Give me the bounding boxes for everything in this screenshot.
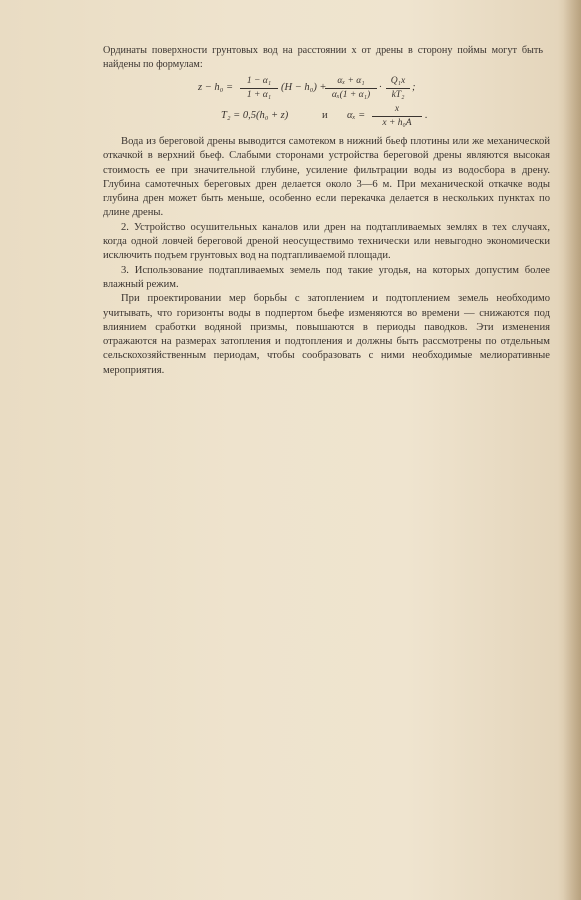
formula-2-alpha: αₓ = [347,110,366,121]
fraction-numerator: Q₁x [390,76,406,86]
fraction-bar [386,88,410,89]
formula-2-fraction [372,104,422,129]
formula-1-fraction-1 [240,76,278,101]
formula-1-fraction-3 [386,76,410,101]
fraction-denominator: 1 + α₁ [246,90,272,100]
formula-2-conjunction: и [322,110,328,121]
formula-1-lhs: z − h₀ = [198,82,234,93]
fraction-numerator: αₓ + α₁ [337,76,365,86]
page-edge-shadow [563,0,581,900]
intro-text [103,44,543,72]
fraction-bar [372,116,422,117]
fraction-bar [325,88,377,89]
fraction-bar [240,88,278,89]
formula-1-fraction-2 [325,76,377,101]
fraction-denominator: x + h₀A [382,118,412,128]
intro-paragraph: Ординаты поверхности грунтовых вод на расстоянии x от дрены в сторону поймы могут быть найдены по формулам: [103,45,543,70]
paragraph: 3. Использование подтапливаемых земель под такие угодья, на которых допустим более влажный режим. [103,264,550,290]
fraction-denominator: kT₂ [391,90,405,100]
paragraph: При проектировании мер борьбы с затоплением и подтоплением земель необходимо учитывать, что горизонты воды в подпертом бьефе изменяются во времени — снижаются под влиянием сработки водяной призмы, повышаются в периоды паводков. Эти изменения отражаются на размерах затопления и подтопления и должны быть рассмотрены по отдельным сельскохозяйственным периодам, чтобы сообразовать с ними необходимые мелиоративные мероприятия. [103,293,550,376]
fraction-denominator: αₓ(1 + α₁) [331,90,371,100]
formula-1-dot: · [379,82,382,93]
formula-2-end: . [425,110,428,121]
formula-2-left: T₂ = 0,5(h₀ + z) [221,110,289,121]
paragraph: 2. Устройство осушительных каналов или дрен на подтапливаемых землях в тех случаях, когда одной ловчей береговой дреной неосуществимо технически или невыгодно экономически исключить подъем грунтовых вод на подтапливаемой площади. [103,221,550,262]
formula-1-middle: (H − h₀) + [281,82,327,93]
body-text [103,135,550,378]
paragraph: Вода из береговой дрены выводится самотеком в нижний бьеф плотины или же механической откачкой в верхний бьеф. Слабыми сторонами устройства береговой дрены являются высокая стоимость ее при значительной глубине, усиление фильтрации воды из водосбора в дрену. Глубина самотечных береговых дрен делается около 3—6 м. При механической откачке воды глубина дрен может быть меньше, особенно если перекачка делается в нескольких пунктах по длине дрены. [103,136,550,219]
fraction-numerator: x [394,104,400,114]
formula-1-end: ; [412,82,416,93]
fraction-numerator: 1 − α₁ [246,76,272,86]
